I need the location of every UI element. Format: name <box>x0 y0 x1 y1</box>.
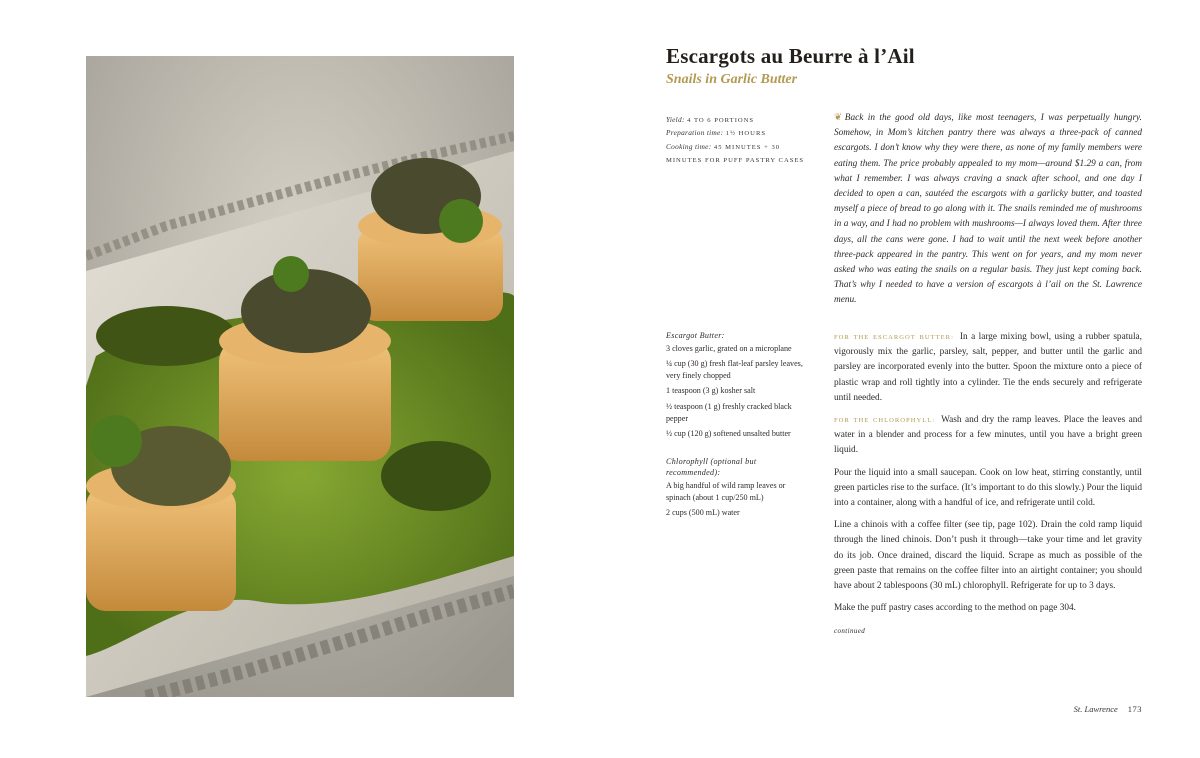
prep-label: Preparation time: <box>666 128 724 138</box>
ingredient-item: 2 cups (500 mL) water <box>666 508 740 518</box>
yield-row <box>666 114 806 127</box>
ingredient-item: 3 cloves garlic, grated on a microplane <box>666 343 792 353</box>
butter-heading: Escargot Butter: <box>666 331 725 340</box>
ingredient-item: ½ teaspoon (1 g) freshly cracked black pepper <box>666 401 792 423</box>
escargot-dish-illustration <box>86 56 514 697</box>
prep-row <box>666 127 806 140</box>
recipe-subtitle: Snails in Garlic Butter <box>666 72 798 87</box>
method-step-butter <box>834 330 1142 406</box>
ingredients-list <box>666 330 808 523</box>
yield-value: 4 TO 6 PORTIONS <box>687 117 755 124</box>
continued-note: continued <box>834 627 866 636</box>
ingredient-item: ½ cup (120 g) softened unsalted butter <box>666 429 791 439</box>
method-step: Make the puff pastry cases according to the method on page 304. <box>834 603 1076 614</box>
method-step-chlorophyll <box>834 413 1142 459</box>
pastry-case-front <box>86 415 236 611</box>
cook-row <box>666 141 806 168</box>
ingredient-item: 1 teaspoon (3 g) kosher salt <box>666 386 756 396</box>
section-name: St. Lawrence <box>1073 704 1118 714</box>
step-label: FOR THE CHLOROPHYLL: <box>834 417 936 425</box>
recipe-meta <box>666 114 806 168</box>
step-text: Wash and dry the ramp leaves. Place the leaves and water in a blender and process for a few minutes, until you have a bright green liquid. <box>834 415 1143 456</box>
method-step: Pour the liquid into a small saucepan. Cook on low heat, stirring constantly, until green particles rise to the surface. (It’s important to do this slowly.) Pour the liquid into a container, along with a handful of ice, and refrigerate until cold. <box>834 467 1142 509</box>
method-section <box>834 330 1142 640</box>
step-label: FOR THE ESCARGOT BUTTER: <box>834 334 954 341</box>
chlorophyll-heading: Chlorophyll (optional but recommended): <box>666 456 757 478</box>
cook-value: 45 MINUTES + 30 MINUTES FOR PUFF PASTRY CASES <box>666 143 805 165</box>
ingredient-item: A big handful of wild ramp leaves or spinach (about 1 cup/250 mL) <box>666 480 786 502</box>
yield-label: Yield: <box>666 115 685 124</box>
page-footer <box>1074 704 1142 714</box>
step-text: In a large mixing bowl, using a rubber spatula, vigorously mix the garlic, parsley, salt, pepper, and butter until the garlic and parsley are incorporated evenly into the butter. Spoon the mixture onto a piece of plastic wrap and roll tightly into a cylinder. Tie the ends securely and refrigerate until needed. <box>834 332 1142 403</box>
cook-label: Cooking time: <box>666 141 712 151</box>
ingredient-item: ¼ cup (30 g) fresh flat-leaf parsley leaves, very finely chopped <box>666 359 803 380</box>
ornament-icon: ❦ <box>834 113 842 123</box>
prep-value: 1½ HOURS <box>725 130 767 138</box>
dish-photo <box>86 56 514 697</box>
page-number: 173 <box>1127 704 1142 714</box>
method-step: Line a chinois with a coffee filter (see tip, page 102). Drain the cold ramp liquid through the lined chinois. Don’t push it through—take your time and let gravity do its job. Once drained, discard the liquid. Scrape as much as possible of the green paste that remains on the coffee filter into an airtight container; you should have about 2 tablespoons (30 mL) chlorophyll. Refrigerate for up to 3 days. <box>834 520 1142 592</box>
intro-text: Back in the good old days, like most teenagers, I was perpetually hungry. Somehow, in Mom’s kitchen pantry there was always a three-pack of canned escargots. I don’t know why they were there, as none of my family members were eating them. The price probably appealed to my mom—around $1.29 a can, from what I remember. I was always craving a snack after school, and one day I decided to open a can, sautéed the escargots with a garlicky butter, and toasted myself a piece of bread to go along with it. The snails reminded me of mushrooms in a way, and I had no problem with mushrooms—I always loved them. After three days, all the cans were gone. I had to wait until the next week before another three-pack appeared in the pantry. This went on for years, and my mom never asked who was eating the snails on a regular basis. They just kept coming back. That’s why I needed to have a version of escargots à l’ail on the St. Lawrence menu. <box>834 113 1142 306</box>
intro-paragraph <box>834 111 1142 309</box>
recipe-title: Escargots au Beurre à l’Ail <box>666 44 915 68</box>
